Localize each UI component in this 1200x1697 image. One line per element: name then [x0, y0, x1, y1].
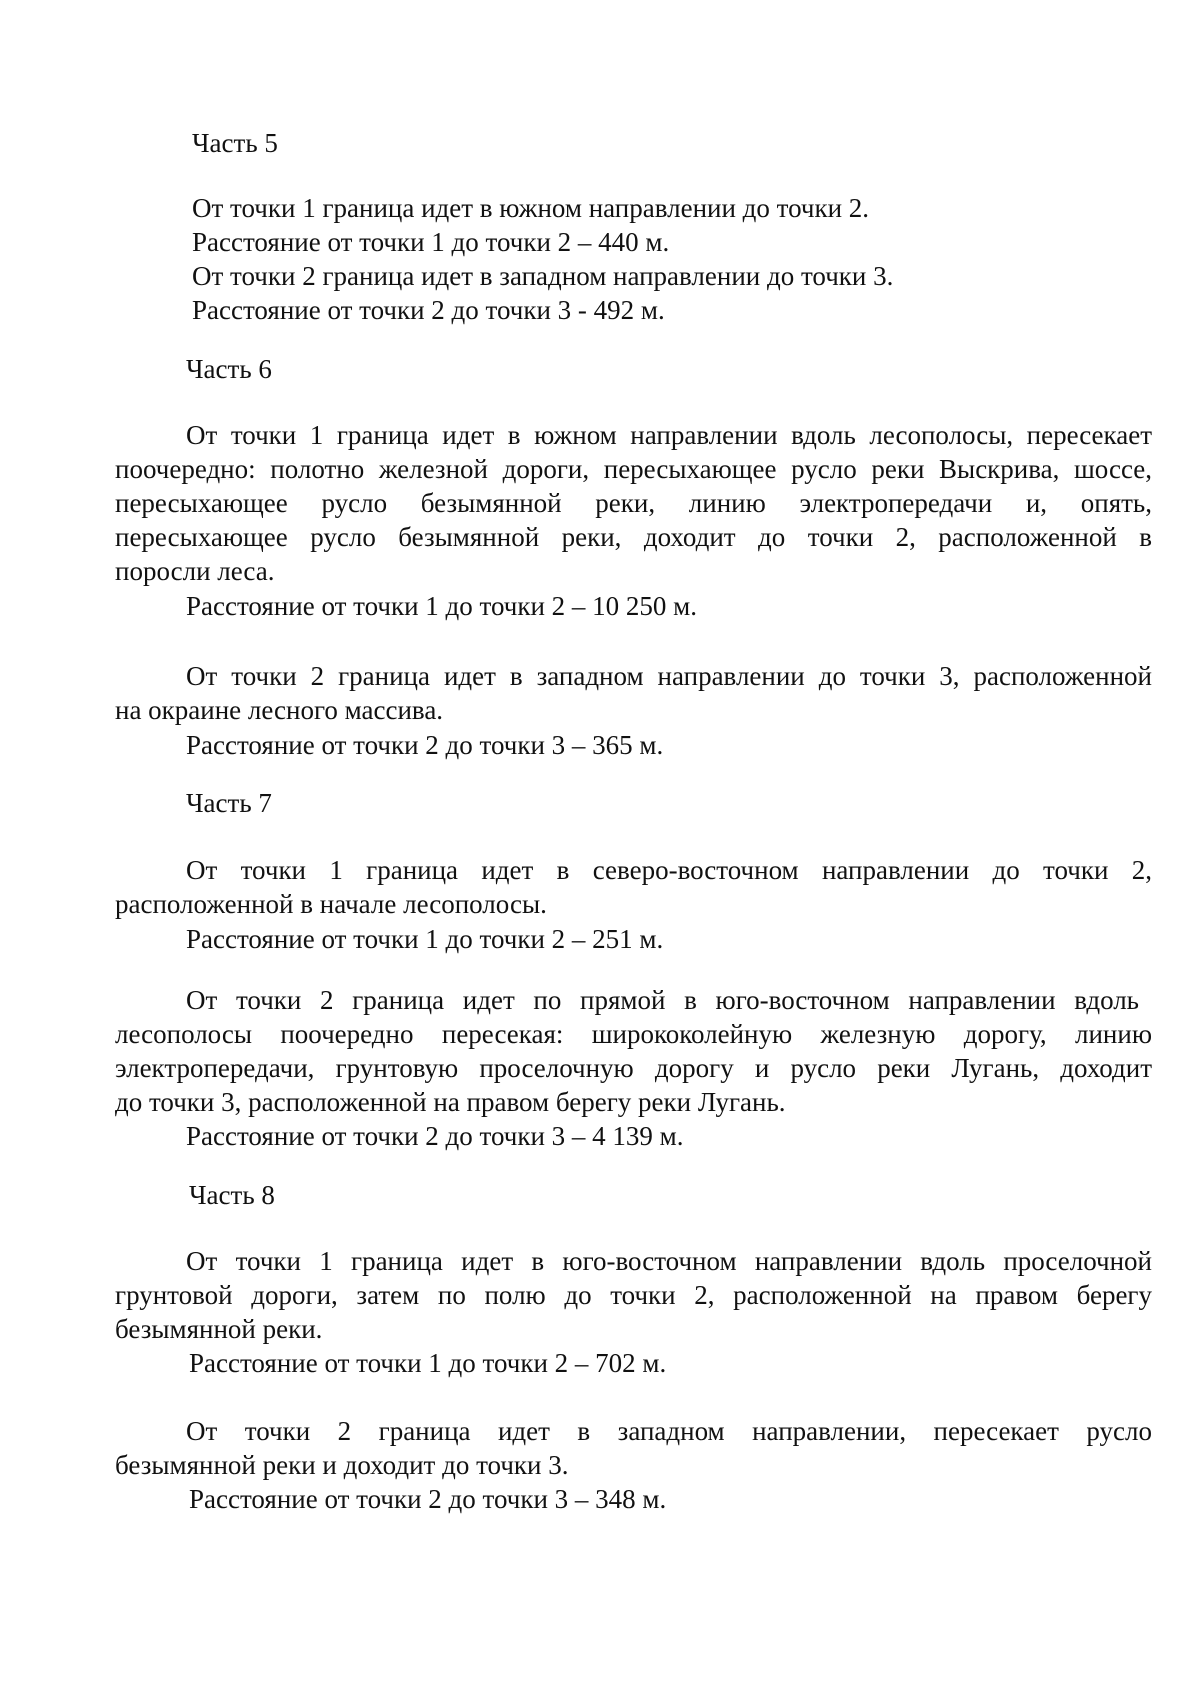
part6-para2-line-2: на окраине лесного массива.: [115, 695, 444, 725]
part8-para2-line-2: безымянной реки и доходит до точки 3.: [115, 1450, 569, 1480]
part7-heading: Часть 7: [186, 788, 272, 818]
part8-distance-1: Расстояние от точки 1 до точки 2 – 702 м.: [189, 1348, 667, 1378]
part6-distance-2: Расстояние от точки 2 до точки 3 – 365 м.: [186, 730, 664, 760]
part8-para1-line-3: безымянной реки.: [115, 1314, 323, 1344]
part6-para1-line-4: пересыхающее русло безымянной реки, доходит до точки 2, расположенной в: [115, 522, 1152, 552]
part7-para2-line-2: лесополосы поочередно пересекая: ширококолейную железную дорогу, линию: [115, 1019, 1152, 1049]
part5-heading: Часть 5: [192, 128, 278, 158]
part6-para1-line-2: поочередно: полотно железной дороги, пересыхающее русло реки Выскрива, шоссе,: [115, 454, 1152, 484]
part5-line-3: От точки 2 граница идет в западном направлении до точки 3.: [192, 261, 894, 291]
part7-para1-line-2: расположенной в начале лесополосы.: [115, 889, 547, 919]
part8-para1-line-1: От точки 1 граница идет в юго-восточном направлении вдоль проселочной: [186, 1246, 1152, 1276]
part5-line-2: Расстояние от точки 1 до точки 2 – 440 м.: [192, 227, 670, 257]
part7-para2-line-4: до точки 3, расположенной на правом берегу реки Лугань.: [115, 1087, 786, 1117]
part7-distance-2: Расстояние от точки 2 до точки 3 – 4 139 м.: [186, 1121, 684, 1151]
part6-para1-line-3: пересыхающее русло безымянной реки, линию электропередачи и, опять,: [115, 488, 1152, 518]
part5-line-4: Расстояние от точки 2 до точки 3 - 492 м.: [192, 295, 665, 325]
part7-para1-line-1: От точки 1 граница идет в северо-восточном направлении до точки 2,: [186, 855, 1152, 885]
part6-para2-line-1: От точки 2 граница идет в западном направлении до точки 3, расположенной: [186, 661, 1152, 691]
part7-para2-line-3: электропередачи, грунтовую проселочную дорогу и русло реки Лугань, доходит: [115, 1053, 1152, 1083]
part8-distance-2: Расстояние от точки 2 до точки 3 – 348 м.: [189, 1484, 667, 1514]
part8-heading: Часть 8: [189, 1180, 275, 1210]
part6-para1-line-1: От точки 1 граница идет в южном направлении вдоль лесополосы, пересекает: [186, 420, 1152, 450]
part8-para1-line-2: грунтовой дороги, затем по полю до точки 2, расположенной на правом берегу: [115, 1280, 1152, 1310]
part6-distance-1: Расстояние от точки 1 до точки 2 – 10 250 м.: [186, 591, 697, 621]
part6-heading: Часть 6: [186, 354, 272, 384]
part5-line-1: От точки 1 граница идет в южном направлении до точки 2.: [192, 193, 870, 223]
part6-para1-line-5: поросли леса.: [115, 556, 275, 586]
part8-para2-line-1: От точки 2 граница идет в западном направлении, пересекает русло: [186, 1416, 1152, 1446]
part7-para2-line-1: От точки 2 граница идет по прямой в юго-восточном направлении вдоль: [186, 985, 1139, 1015]
part7-distance-1: Расстояние от точки 1 до точки 2 – 251 м.: [186, 924, 664, 954]
